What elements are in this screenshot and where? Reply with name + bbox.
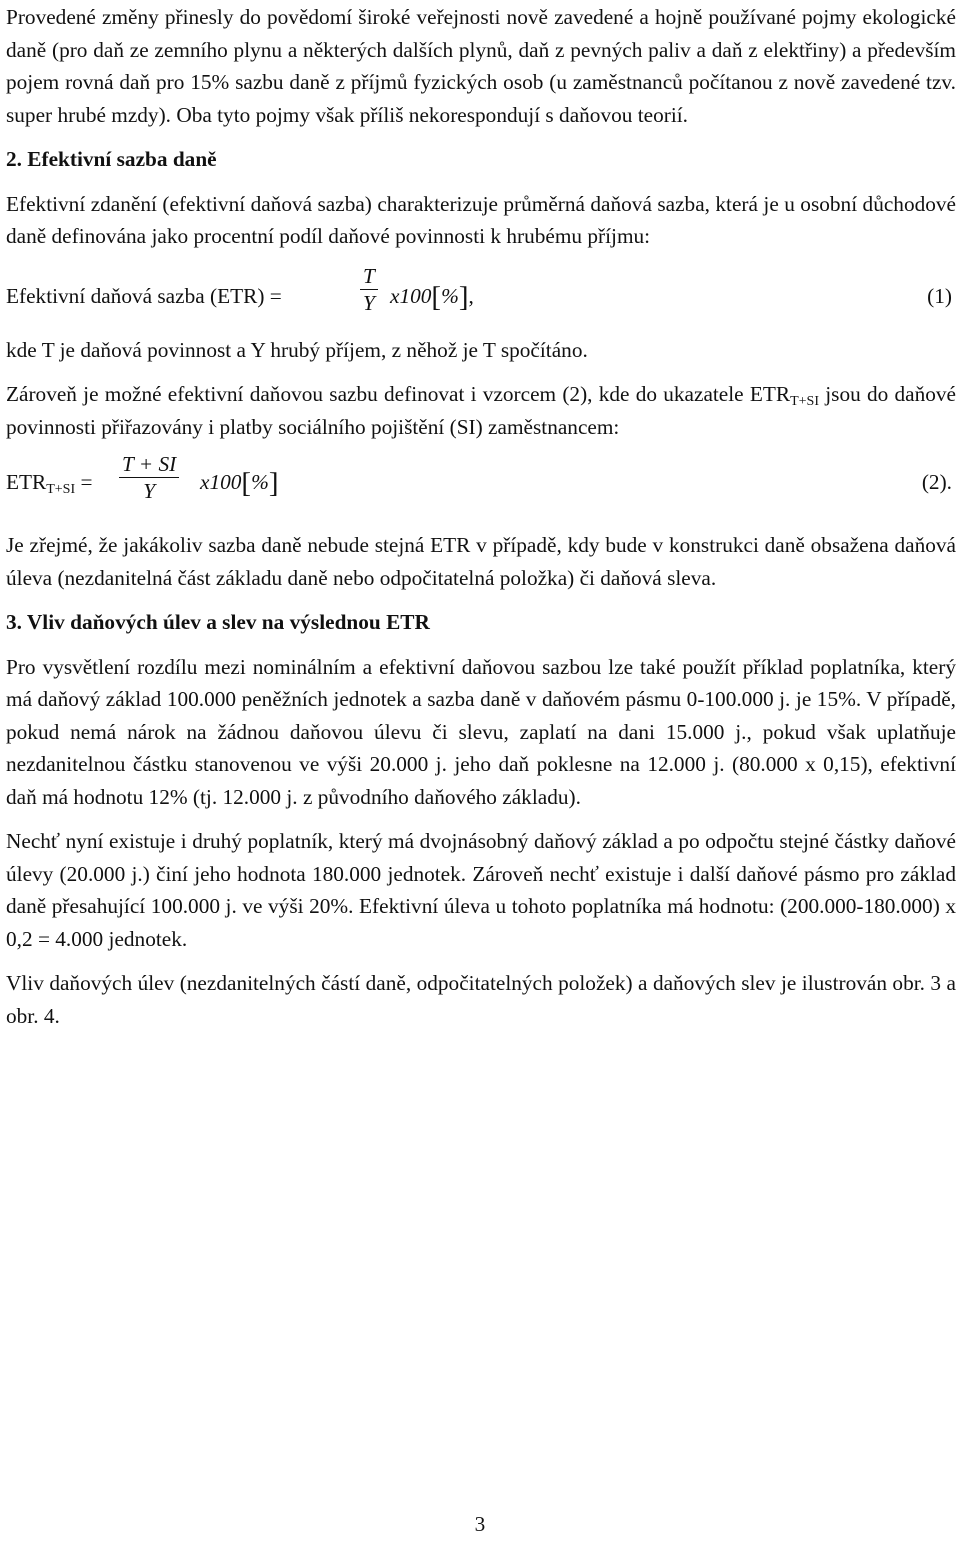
formula-1-numerator: T — [360, 263, 378, 290]
formula-2-multiplier: x100 — [200, 470, 242, 494]
formula-2-label: ETR — [6, 470, 47, 494]
formula-2-multiplier-group — [200, 466, 279, 500]
formula-2-fraction — [119, 451, 179, 504]
formula-1-explanation: kde T je daňová povinnost a Y hrubý příjem, z něhož je T spočítáno. — [6, 337, 588, 362]
formula-1-fraction — [360, 263, 378, 316]
formula-1-number: (1) — [927, 283, 952, 308]
formula-2-bracket-close: ] — [268, 467, 279, 499]
formula-1-multiplier: x100 — [390, 283, 432, 308]
formula-1 — [6, 263, 956, 329]
formula-1-unit: % — [441, 283, 459, 308]
formula-2-numerator: T + SI — [119, 451, 179, 478]
section-2-heading: 2. Efektivní sazba daně — [6, 147, 217, 171]
formula-1-multiplier-group — [390, 280, 474, 314]
formula-1-bracket-close: ] — [458, 280, 469, 313]
formula-2-equals: = — [80, 470, 93, 494]
formula-2-label-group — [6, 466, 92, 499]
section-3-heading: 3. Vliv daňových úlev a slev na výslednou ETR — [6, 610, 430, 634]
section-2-conclusion: Je zřejmé, že jakákoliv sazba daně nebude stejná ETR v případě, kdy bude v konstrukci daně obsažena daňová úleva (nezdanitelná část základu daně nebo odpočitatelná položka) či daňová sleva. — [6, 533, 956, 590]
alt-text-after: jsou do daňové povinnosti přiřazovány i platby sociálního pojištění (SI) zaměstnancem: — [6, 382, 956, 439]
formula-2-number: (2). — [921, 470, 952, 494]
formula-2-label-subscript: T+SI — [46, 482, 76, 497]
formula-2-unit: % — [251, 470, 269, 494]
page-number: 3 — [474, 1512, 486, 1536]
formula-1-label: Efektivní daňová sazba (ETR) = — [6, 283, 282, 308]
section-3-paragraph-3: Vliv daňových úlev (nezdanitelných částí daně, odpočitatelných položek) a daňových slev je ilustrován obr. 3 a obr. 4. — [6, 971, 956, 1028]
formula-2 — [6, 451, 956, 517]
formula-1-bracket-open: [ — [431, 280, 442, 313]
formula-1-suffix: , — [468, 283, 474, 308]
formula-2-bracket-open: [ — [241, 467, 252, 499]
alt-subscript: T+SI — [790, 394, 819, 409]
section-3-paragraph-2: Nechť nyní existuje i druhý poplatník, který má dvojnásobný daňový základ a po odpočtu stejné částky daňové úlevy (20.000 j.) činí jeho hodnota 180.000 jednotek. Zároveň nechť existuje i další daňové pásmo pro základ daně přesahující 100.000 j. ve výši 20%. Efektivní úleva u tohoto poplatníka má hodnotu: (200.000-180.000) x 0,2 = 4.000 jednotek. — [6, 829, 956, 951]
etr-definition-paragraph: Efektivní zdanění (efektivní daňová sazba) charakterizuje průměrná daňová sazba, která je u osobní důchodové daně definována jako procentní podíl daňové povinnosti k hrubému příjmu: — [6, 191, 956, 248]
etr-alt-definition-paragraph — [6, 378, 956, 443]
intro-paragraph: Provedené změny přinesly do povědomí široké veřejnosti nově zavedené a hojně používané pojmy ekologické daně (pro daň ze zemního plynu a některých dalších plynů, daň z pevných paliv a daň z elektřiny) a především pojem rovná daň pro 15% sazbu daně z příjmů fyzických osob (u zaměstnanců počítanou z nově zavedené tzv. super hrubé mzdy). Oba tyto pojmy však příliš nekorespondují s daňovou teorií. — [6, 5, 956, 127]
formula-1-denominator: Y — [363, 290, 375, 315]
formula-2-denominator: Y — [143, 479, 156, 503]
document-page — [6, 1, 956, 1032]
alt-text-before: Zároveň je možné efektivní daňovou sazbu definovat i vzorcem (2), kde do ukazatele ETR — [6, 382, 791, 406]
section-3-paragraph-1: Pro vysvětlení rozdílu mezi nominálním a efektivní daňovou sazbou lze také použít příklad poplatníka, který má daňový základ 100.000 peněžních jednotek a sazba daně v daňovém pásmu 0-100.000 j. je 15%. V případě, pokud nemá nárok na žádnou daňovou úlevu či slevu, zaplatí na dani 15.000 j., pokud však uplatňuje nezdanitelnou částku stanovenou ve výši 20.000 j. jeho daň poklesne na 12.000 j. (80.000 x 0,15), efektivní daň má hodnotu 12% (tj. 12.000 j. z původního daňového základu). — [6, 654, 956, 809]
